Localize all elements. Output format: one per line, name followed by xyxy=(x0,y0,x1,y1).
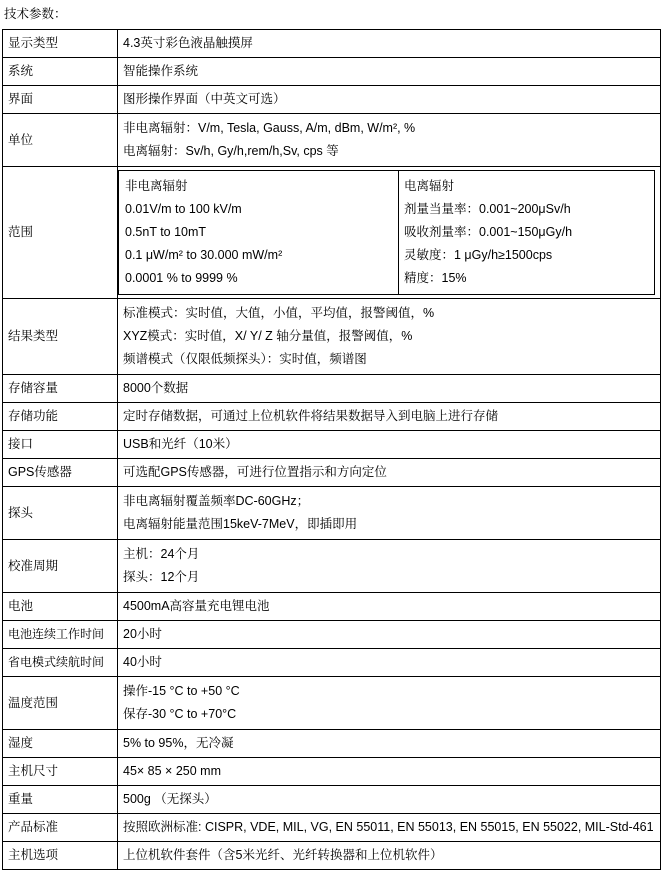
row-label: 存储功能 xyxy=(3,403,118,431)
value-line: 电离辐射能量范围15keV-7MeV，即插即用 xyxy=(123,517,358,531)
row-value: 图形操作界面（中英文可选） xyxy=(118,86,661,114)
value-line: 电离辐射 xyxy=(404,179,455,193)
table-row xyxy=(3,621,661,649)
row-value: 5% to 95%，无冷凝 xyxy=(118,730,661,758)
table-row xyxy=(3,593,661,621)
row-label: 温度范围 xyxy=(3,677,118,730)
row-value xyxy=(118,299,661,375)
row-value xyxy=(118,540,661,593)
value-line: 非电离辐射覆盖频率DC-60GHz； xyxy=(123,494,310,508)
row-label: 电池连续工作时间 xyxy=(3,621,118,649)
specifications-table xyxy=(2,29,661,870)
row-label: 界面 xyxy=(3,86,118,114)
table-row xyxy=(3,58,661,86)
row-value xyxy=(118,677,661,730)
value-line: 主机：24个月 xyxy=(123,547,200,561)
row-label: 范围 xyxy=(3,167,118,299)
row-label: 单位 xyxy=(3,114,118,167)
page-title: 技术参数： xyxy=(4,7,67,21)
row-value: 20小时 xyxy=(118,621,661,649)
table-row xyxy=(3,540,661,593)
row-label: 产品标准 xyxy=(3,814,118,842)
range-ionizing xyxy=(399,171,655,295)
value-line: 吸收剂量率：0.001~150μGy/h xyxy=(404,225,573,239)
row-value: 智能操作系统 xyxy=(118,58,661,86)
table-row xyxy=(3,786,661,814)
value-line: 标准模式：实时值，大值，小值，平均值，报警阈值，% xyxy=(123,306,435,320)
row-value xyxy=(118,114,661,167)
row-value: 45× 85 × 250 mm xyxy=(118,758,661,786)
table-row xyxy=(3,758,661,786)
row-label: 主机选项 xyxy=(3,842,118,870)
row-value: 4500mA高容量充电锂电池 xyxy=(118,593,661,621)
row-label: 接口 xyxy=(3,431,118,459)
table-row xyxy=(3,842,661,870)
value-line: XYZ模式：实时值，X/ Y/ Z 轴分量值，报警阈值，% xyxy=(123,329,413,343)
value-line: 剂量当量率：0.001~200μSv/h xyxy=(404,202,571,216)
row-label: 结果类型 xyxy=(3,299,118,375)
table-row xyxy=(3,677,661,730)
row-label: GPS传感器 xyxy=(3,459,118,487)
row-label: 存储容量 xyxy=(3,375,118,403)
row-value: 40小时 xyxy=(118,649,661,677)
table-row xyxy=(3,299,661,375)
row-value: 定时存储数据，可通过上位机软件将结果数据导入到电脑上进行存储 xyxy=(118,403,661,431)
table-row xyxy=(3,114,661,167)
row-label: 重量 xyxy=(3,786,118,814)
row-label: 校准周期 xyxy=(3,540,118,593)
table-row xyxy=(3,86,661,114)
table-row xyxy=(3,487,661,540)
table-row xyxy=(3,730,661,758)
row-label: 湿度 xyxy=(3,730,118,758)
value-line: 0.01V/m to 100 kV/m xyxy=(125,202,242,216)
row-value: 上位机软件套件（含5米光纤、光纤转换器和上位机软件） xyxy=(118,842,661,870)
row-label: 显示类型 xyxy=(3,30,118,58)
value-line: 电离辐射：Sv/h, Gy/h,rem/h,Sv, cps 等 xyxy=(123,144,339,158)
row-value: USB和光纤（10米） xyxy=(118,431,661,459)
value-line: 非电离辐射 xyxy=(125,179,188,193)
value-line: 非电离辐射：V/m, Tesla, Gauss, A/m, dBm, W/m², % xyxy=(123,121,416,135)
table-row xyxy=(3,431,661,459)
value-line: 精度：15% xyxy=(404,271,467,285)
range-non-ionizing xyxy=(119,171,399,295)
table-row xyxy=(3,649,661,677)
row-label: 探头 xyxy=(3,487,118,540)
value-line: 频谱模式（仅限低频探头）：实时值，频谱图 xyxy=(123,352,367,366)
row-label: 省电模式续航时间 xyxy=(3,649,118,677)
row-value: 按照欧洲标准: CISPR, VDE, MIL, VG, EN 55011, EN 55013, EN 55015, EN 55022, MIL-Std-461 xyxy=(118,814,661,842)
row-value xyxy=(118,167,661,299)
value-line: 探头：12个月 xyxy=(123,570,200,584)
table-row xyxy=(3,30,661,58)
value-line: 灵敏度：1 μGy/h≥1500cps xyxy=(404,248,553,262)
table-row xyxy=(3,459,661,487)
table-row xyxy=(3,167,661,299)
value-line: 0.0001 % to 9999 % xyxy=(125,271,238,285)
row-label: 电池 xyxy=(3,593,118,621)
table-row xyxy=(3,403,661,431)
value-line: 操作-15 °C to +50 °C xyxy=(123,684,240,698)
row-label: 系统 xyxy=(3,58,118,86)
row-value xyxy=(118,487,661,540)
row-value: 可选配GPS传感器，可进行位置指示和方向定位 xyxy=(118,459,661,487)
row-value: 500g （无探头） xyxy=(118,786,661,814)
row-label: 主机尺寸 xyxy=(3,758,118,786)
row-value: 4.3英寸彩色液晶触摸屏 xyxy=(118,30,661,58)
value-line: 保存-30 °C to +70°C xyxy=(123,707,237,721)
value-line: 0.5nT to 10mT xyxy=(125,225,207,239)
table-row xyxy=(3,375,661,403)
row-value: 8000个数据 xyxy=(118,375,661,403)
value-line: 0.1 μW/m² to 30.000 mW/m² xyxy=(125,248,283,262)
range-subtable xyxy=(118,170,655,295)
table-row xyxy=(3,814,661,842)
